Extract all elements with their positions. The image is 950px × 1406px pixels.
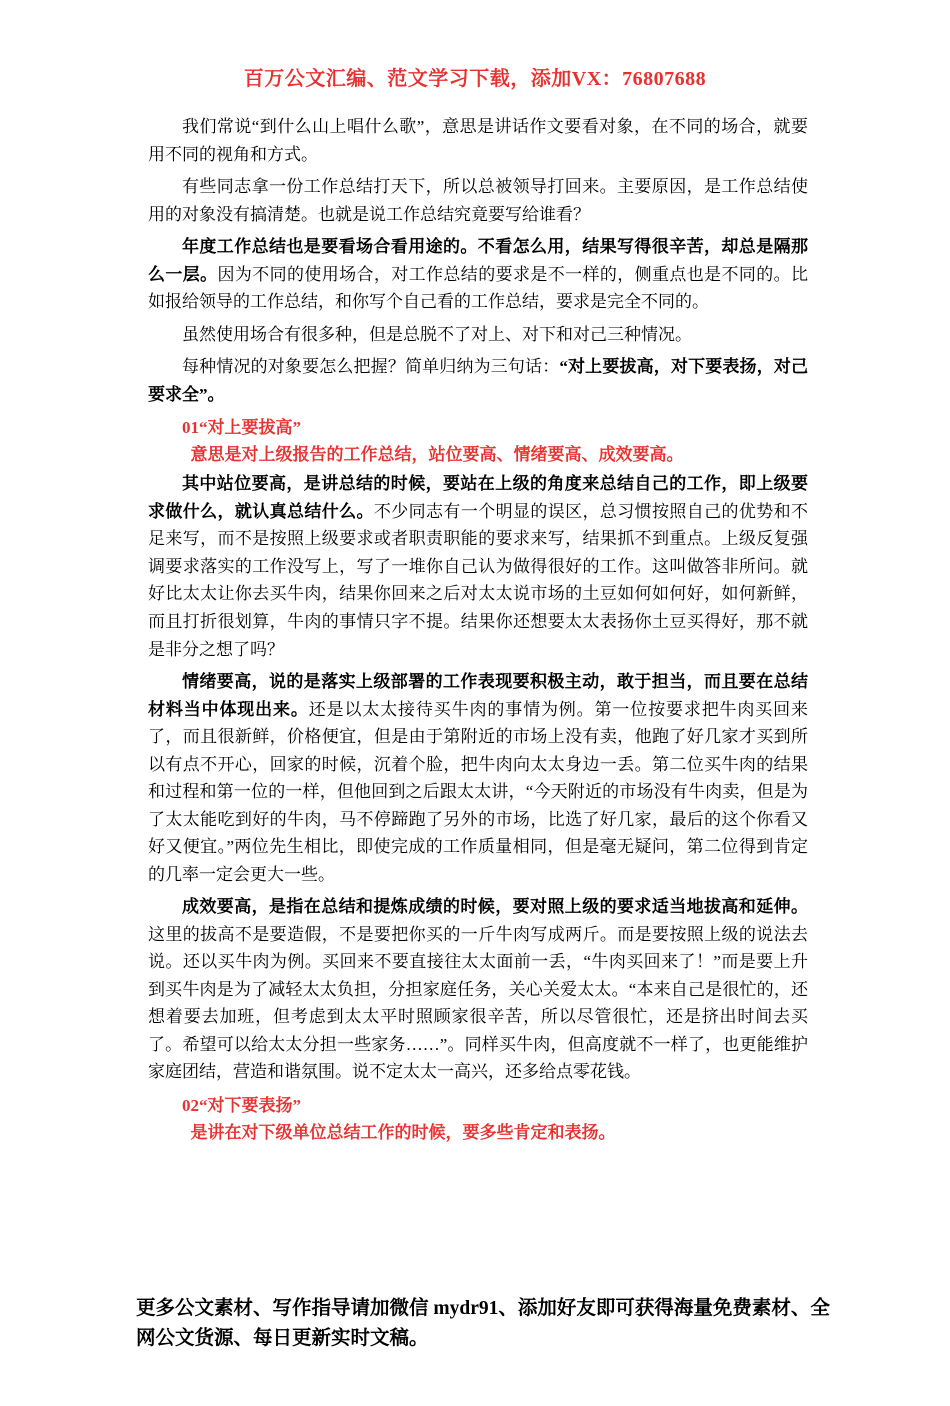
header-banner: 百万公文汇编、范文学习下载，添加VX：76807688 xyxy=(243,68,707,90)
section-two-sub-heading: 是讲在对下级单位总结工作的时候，要多些肯定和表扬。 xyxy=(190,1123,616,1142)
paragraph xyxy=(148,668,808,888)
text-segment: 每种情况的对象要怎么把握？简单归纳为三句话： xyxy=(182,357,560,377)
text-segment: 我们常说“到什么山上唱什么歌”，意思是讲话作文要看对象，在不同的场合，就要用不同的视角和方式。 xyxy=(148,117,808,164)
paragraph xyxy=(148,233,808,316)
text-segment-bold: 情绪要高，说的是落实上级部署的工作表现要积极主动，敢于担当，而且要在总结材料当中体现出来。 xyxy=(148,672,808,719)
text-segment-bold: 年度工作总结也是要看场合看用途的。不看怎么用，结果写得很辛苦，却总是隔那么一层。 xyxy=(148,237,808,284)
text-segment: 还是以太太接待买牛肉的事情为例。第一位按要求把牛肉买回来了，而且很新鲜，价格便宜，但是由于第附近的市场上没有卖，他跑了好几家才买到所以有点不开心，回家的时候，沉着个脸，把牛肉向太太身边一丢。第二位买牛肉的结果和过程和第一位的一样，但他回到之后跟太太讲，“今天附近的市场没有牛肉卖，但是为了太太能吃到好的牛肉，马不停蹄跑了另外的市场，比选了好几家，最后的这个你看又好又便宜。”两位先生相比，即使完成的工作质量相同，但是毫无疑问，第二位得到肯定的几率一定会更大一些。 xyxy=(148,699,808,884)
document-body xyxy=(148,113,808,1143)
text-segment-bold: “对上要拔高，对下要表扬，对己要求全”。 xyxy=(148,357,809,404)
text-segment: 不少同志有一个明显的误区，总习惯按照自己的优势和不足来写，而不是按照上级要求或者职责职能的要求来写，结果抓不到重点。上级反复强调要求落实的工作没写上，写了一堆你自己认为做得很好的工作。这叫做答非所问。就好比太太让你去买牛肉，结果你回来之后对太太说市场的土豆如何如何好，如何新鲜，而且打折很划算，牛肉的事情只字不提。结果你还想要太太表扬你土豆买得好，那不就是非分之想了吗？ xyxy=(148,501,809,659)
paragraph xyxy=(148,173,808,228)
paragraph xyxy=(148,353,808,408)
paragraph xyxy=(148,470,808,663)
text-segment-bold: 其中站位要高，是讲总结的时候，要站在上级的角度来总结自己的工作，即上级要求做什么，就认真总结什么。 xyxy=(148,474,808,521)
section-two-number-heading: 02“对下要表扬” xyxy=(182,1096,301,1115)
text-segment: 虽然使用场合有很多种，但是总脱不了对上、对下和对己三种情况。 xyxy=(182,324,692,344)
text-segment: 因为不同的使用场合，对工作总结的要求是不一样的，侧重点也是不同的。比如报给领导的工作总结，和你写个自己看的工作总结，要求是完全不同的。 xyxy=(148,264,809,312)
text-segment: 有些同志拿一份工作总结打天下，所以总被领导打回来。主要原因，是工作总结使用的对象没有搞清楚。也就是说工作总结究竟要写给谁看？ xyxy=(148,177,808,224)
paragraph xyxy=(148,321,808,349)
text-segment-bold: 成效要高，是指在总结和提炼成绩的时候，要对照上级的要求适当地拔高和延伸。 xyxy=(182,897,808,917)
section-one-sub-heading: 意思是对上级报告的工作总结，站位要高、情绪要高、成效要高。 xyxy=(190,445,684,465)
paragraph xyxy=(148,113,808,168)
paragraph xyxy=(148,893,808,1086)
text-segment: 这里的拔高不是要造假，不是要把你买的一斤牛肉写成两斤。而是要按照上级的说法去说。还以买牛肉为例。买回来不要直接往太太面前一丢，“牛肉买回来了！”而是要上升到买牛肉是为了减轻太太负担，分担家庭任务，关心关爱太太。“本来自己是很忙的，还想着要去加班，但考虑到太太平时照顾家很辛苦，所以尽管很忙，还是挤出时间去买了。希望可以给太太分担一些家务……”。同样买牛肉，但高度就不一样了，也更能维护家庭团结，营造和谐氛围。说不定太太一高兴，还多给点零花钱。 xyxy=(148,924,808,1082)
footer-promo-text: 更多公文素材、写作指导请加微信 mydr91、添加好友即可获得海量免费素材、全网公文货源、每日更新实时文稿。 xyxy=(136,1297,830,1349)
document-page xyxy=(0,62,950,1406)
section-one-number-heading: 01“对上要拔高” xyxy=(182,418,301,438)
